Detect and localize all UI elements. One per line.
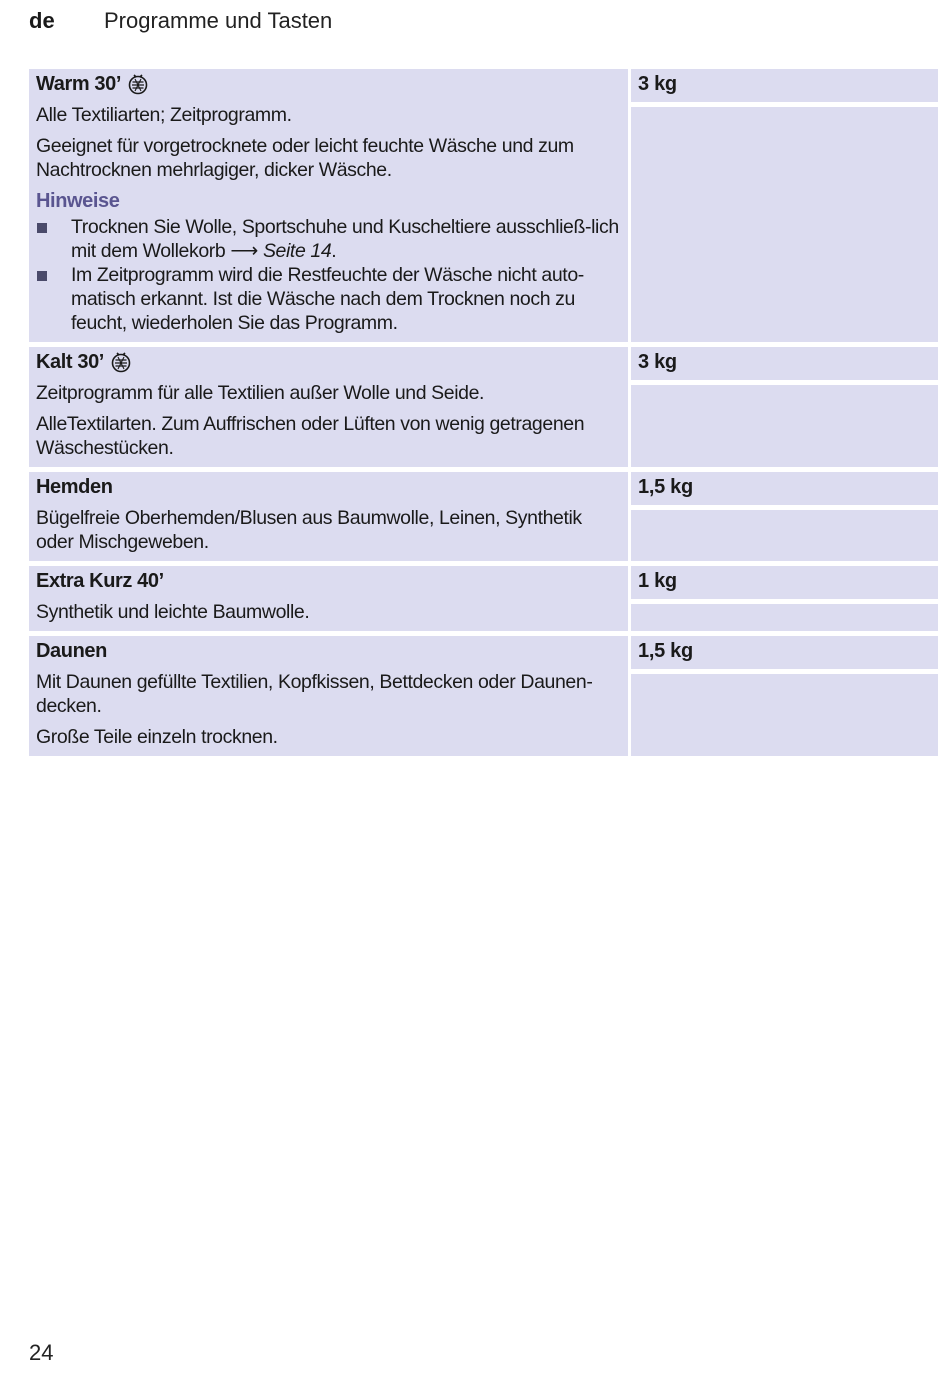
page-reference-link[interactable]: Seite 14	[262, 240, 332, 262]
program-title	[36, 350, 621, 374]
max-load: 1,5 kg	[631, 636, 938, 674]
program-paragraph: Mit Daunen gefüllte Textilien, Kopfkissen, Bettdecken oder Daunen-decken.	[36, 671, 593, 717]
timer-program-icon	[110, 351, 132, 373]
language-code: de	[29, 8, 55, 33]
program-title	[36, 639, 621, 663]
hint-heading: Hinweise	[36, 190, 120, 212]
max-load: 1 kg	[631, 566, 938, 604]
program-row	[29, 566, 938, 636]
program-paragraph: Große Teile einzeln trocknen.	[36, 726, 278, 748]
program-paragraph: Synthetik und leichte Baumwolle.	[36, 601, 310, 623]
program-paragraph: AlleTextilarten. Zum Auffrischen oder Lüften von wenig getragenen Wäschestücken.	[36, 413, 585, 459]
program-paragraph: Zeitprogramm für alle Textilien außer Wolle und Seide.	[36, 382, 485, 404]
program-weight-cell	[631, 347, 938, 467]
arrow-icon: ⟶	[230, 240, 258, 262]
program-title	[36, 475, 621, 499]
square-bullet-icon	[37, 271, 47, 281]
hint-text: Im Zeitprogramm wird die Restfeuchte der Wäsche nicht auto-matisch erkannt. Ist die Wäsche nach dem Trocknen noch zu feucht, wiederholen Sie das Programm.	[71, 264, 584, 334]
max-load: 1,5 kg	[631, 472, 938, 510]
program-paragraph: Alle Textiliarten; Zeitprogramm.	[36, 104, 292, 126]
program-name: Extra Kurz 40’	[36, 570, 164, 592]
program-description-cell	[29, 347, 628, 467]
program-name: Hemden	[36, 476, 113, 498]
page-header	[29, 6, 332, 36]
program-description-cell	[29, 566, 628, 631]
max-load: 3 kg	[631, 347, 938, 385]
program-name: Kalt 30’	[36, 351, 104, 373]
program-weight-cell	[631, 636, 938, 756]
program-title	[36, 569, 621, 593]
hint-tail: .	[331, 240, 337, 262]
program-weight-cell	[631, 472, 938, 561]
program-table	[29, 69, 938, 756]
timer-program-icon	[127, 73, 149, 95]
program-row	[29, 636, 938, 756]
program-row	[29, 472, 938, 566]
program-name: Warm 30’	[36, 73, 121, 95]
program-description-cell	[29, 69, 628, 342]
program-description-cell	[29, 472, 628, 561]
program-weight-cell	[631, 69, 938, 342]
hint-item	[36, 215, 621, 263]
program-row	[29, 347, 938, 472]
max-load: 3 kg	[631, 69, 938, 107]
program-description-cell	[29, 636, 628, 756]
hint-item	[36, 263, 621, 335]
hint-text: Trocknen Sie Wolle, Sportschuhe und Kuscheltiere ausschließ-lich mit dem Wollekorb	[71, 216, 619, 262]
page-number: 24	[29, 1340, 54, 1365]
program-paragraph: Geeignet für vorgetrocknete oder leicht feuchte Wäsche und zum Nachtrocknen mehrlagiger, dicker Wäsche.	[36, 135, 574, 181]
program-weight-cell	[631, 566, 938, 631]
square-bullet-icon	[37, 223, 47, 233]
program-row	[29, 69, 938, 347]
program-paragraph: Bügelfreie Oberhemden/Blusen aus Baumwolle, Leinen, Synthetik oder Mischgeweben.	[36, 507, 582, 553]
program-title	[36, 72, 621, 96]
section-title: Programme und Tasten	[104, 8, 333, 33]
hint-list	[36, 215, 621, 335]
program-name: Daunen	[36, 640, 107, 662]
